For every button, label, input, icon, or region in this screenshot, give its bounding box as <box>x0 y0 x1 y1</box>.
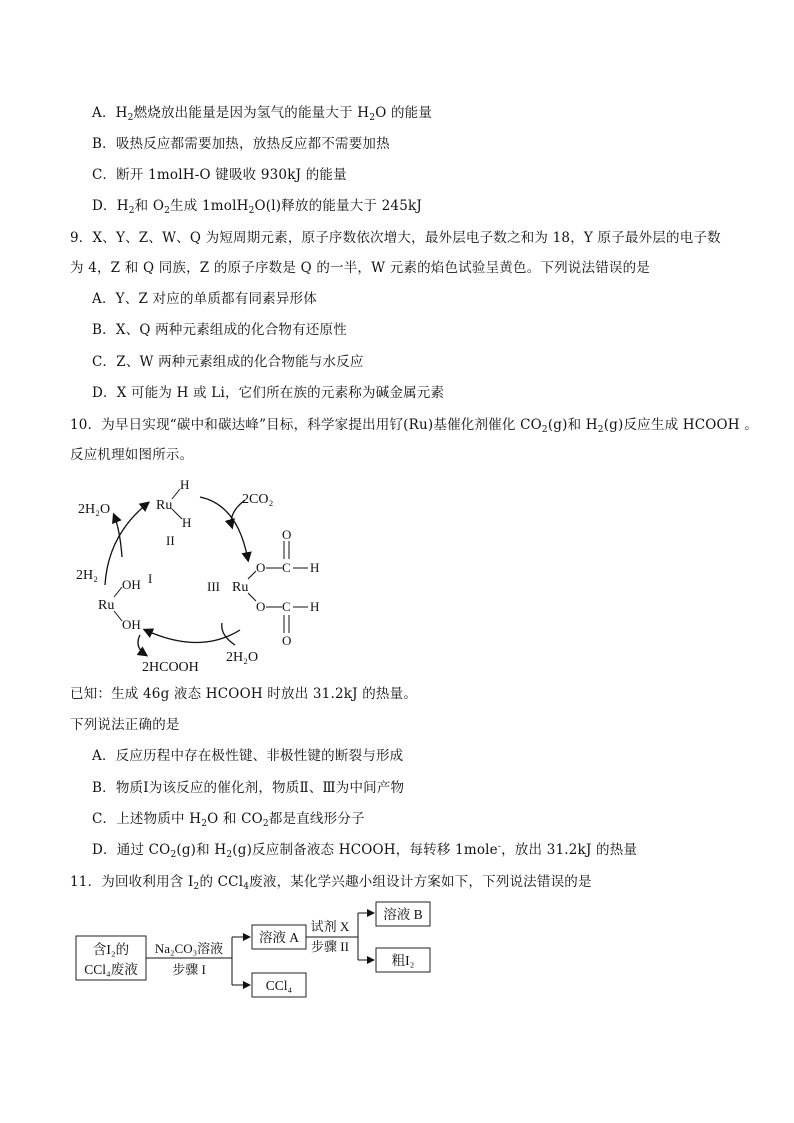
cycle-arrow-ii-to-iii <box>200 497 248 560</box>
start-line1: 含I₂的 <box>92 942 130 957</box>
q9-option-c: C．Z、W 两种元素组成的化合物能与水反应 <box>92 354 364 370</box>
q9-option-d: D．X 可能为 H 或 Li，它们所在族的元素称为碱金属元素 <box>92 385 445 401</box>
option-letter: B． <box>92 322 116 338</box>
hcooh-output-arrow <box>138 635 146 655</box>
reagent1-label: Na₂CO₃溶液 <box>154 941 224 956</box>
ru-oh-bond-top <box>114 587 122 597</box>
ccl4-label: CCl₄ <box>265 978 293 993</box>
o-atom-lower: O <box>256 599 266 614</box>
q10-option-c: C．上述物质中 $H_2O$ 和 $CO_2$都是直线形分子 <box>92 811 365 829</box>
q10-option-b: B．物质Ⅰ为该反应的催化剂，物质Ⅱ、Ⅲ为中间产物 <box>92 780 405 796</box>
solution-a-label: 溶液 A <box>258 930 300 945</box>
q9-stem-line1: 9．X、Y、Z、W、Q 为短周期元素，原子序数依次增大，最外层电子数之和为 18，Y 原子最外层的电子数 <box>70 230 721 246</box>
q10-known-condition: 已知：生成 46g 液态 HCOOH 时放出 31.2kJ 的热量。 <box>70 686 418 702</box>
ru-h-bond-bottom <box>172 509 182 519</box>
q11-stem: 11．为回收利用含 $I_2$的 CCl$_4$废液，某化学兴趣小组设计方案如下，下列说法错误的是 <box>70 874 592 892</box>
q10-option-a: A．反应历程中存在极性键、非极性键的断裂与形成 <box>92 748 404 764</box>
label-ii: II <box>166 533 175 548</box>
c-atom-lower: C <box>282 599 291 614</box>
q9-option-b: B．X、Q 两种元素组成的化合物有还原性 <box>92 322 347 338</box>
cycle-arrow-i-to-ii <box>105 503 148 585</box>
q10-stem-line2: 反应机理如图所示。 <box>70 447 194 463</box>
label-iii: III <box>207 579 220 594</box>
h-atom-formate-lower: H <box>310 599 320 614</box>
option-letter: C． <box>92 167 117 183</box>
q8-option-b: B．吸热反应都需要加热，放热反应都不需要加热 <box>92 136 390 152</box>
h2o-output-arrow <box>114 515 122 557</box>
hcooh-product-label: 2HCOOH <box>142 660 199 675</box>
option-letter: B． <box>92 780 116 796</box>
q10-option-d: D．通过 $CO_2(g)$和 $H_2(g)$反应制备液态 HCOOH，每转移 1mole-，放出 31.2kJ 的热量 <box>92 842 638 860</box>
option-letter: A． <box>92 291 116 307</box>
option-letter: D． <box>92 385 117 401</box>
option-letter: C． <box>92 811 117 827</box>
q9-option-a: A．Y、Z 对应的单质都有同素异形体 <box>92 291 317 307</box>
option-letter: A． <box>92 748 116 764</box>
c-atom-upper: C <box>282 560 291 575</box>
q8-option-a: A．$H_2$燃烧放出能量是因为氢气的能量大于 $H_2O$ 的能量 <box>92 105 433 123</box>
co2-reactant-label: 2CO₂ <box>242 492 274 507</box>
o-atom-upper: O <box>256 560 266 575</box>
recovery-flow-diagram <box>74 900 444 1006</box>
reaction-mechanism-diagram <box>70 475 410 675</box>
ru-oh-bond-bottom <box>114 611 122 621</box>
h-atom-ii-bottom: H <box>182 515 192 530</box>
oh-group-top: OH <box>122 577 141 592</box>
q10-stem-line1: 10．为早日实现“碳中和碳达峰”目标，科学家提出用钌(Ru)基催化剂催化 $CO_2(g)$和 $H_2(g)$反应生成 HCOOH 。 <box>70 417 758 435</box>
o-atom-carbonyl-lower: O <box>282 633 292 648</box>
crude-iodine-label: 粗I₂ <box>391 953 415 968</box>
option-letter: B． <box>92 136 116 152</box>
option-letter: D． <box>92 842 117 858</box>
step2-label: 步骤 II <box>311 939 349 954</box>
h2o-reactant-label: 2H₂O <box>226 650 259 665</box>
h-atom-ii-top: H <box>180 477 190 492</box>
label-i: I <box>148 571 153 586</box>
ru-atom-ii: Ru <box>156 498 173 513</box>
start-line2: CCl₄废液 <box>84 962 138 977</box>
option-letter: C． <box>92 354 117 370</box>
o-atom-carbonyl-upper: O <box>282 527 292 542</box>
ru-h-bond-top <box>172 489 180 499</box>
q10-ask: 下列说法正确的是 <box>70 717 180 733</box>
option-letter: D． <box>92 198 117 214</box>
h-atom-formate-upper: H <box>310 560 320 575</box>
h2o-product-label: 2H₂O <box>78 502 111 517</box>
ru-atom-iii: Ru <box>232 580 249 595</box>
solution-b-label: 溶液 B <box>383 907 423 922</box>
q9-stem-line2: 为 4，Z 和 Q 同族，Z 的原子序数是 Q 的一半，W 元素的焰色试验呈黄色。下列说法错误的是 <box>70 260 650 276</box>
q8-option-c: C．断开 1molH-O 键吸收 930kJ 的能量 <box>92 167 347 183</box>
oh-group-bottom: OH <box>122 617 141 632</box>
option-letter: A． <box>92 105 116 121</box>
h2-reactant-label: 2H₂ <box>76 568 98 583</box>
step1-label: 步骤 I <box>172 962 206 977</box>
reagent2-label: 试剂 X <box>310 919 350 934</box>
ru-atom-i: Ru <box>98 598 115 613</box>
q8-option-d: D．$H_2$和 $O_2$生成 1molH$_2$O(l)释放的能量大于 245kJ <box>92 198 422 216</box>
